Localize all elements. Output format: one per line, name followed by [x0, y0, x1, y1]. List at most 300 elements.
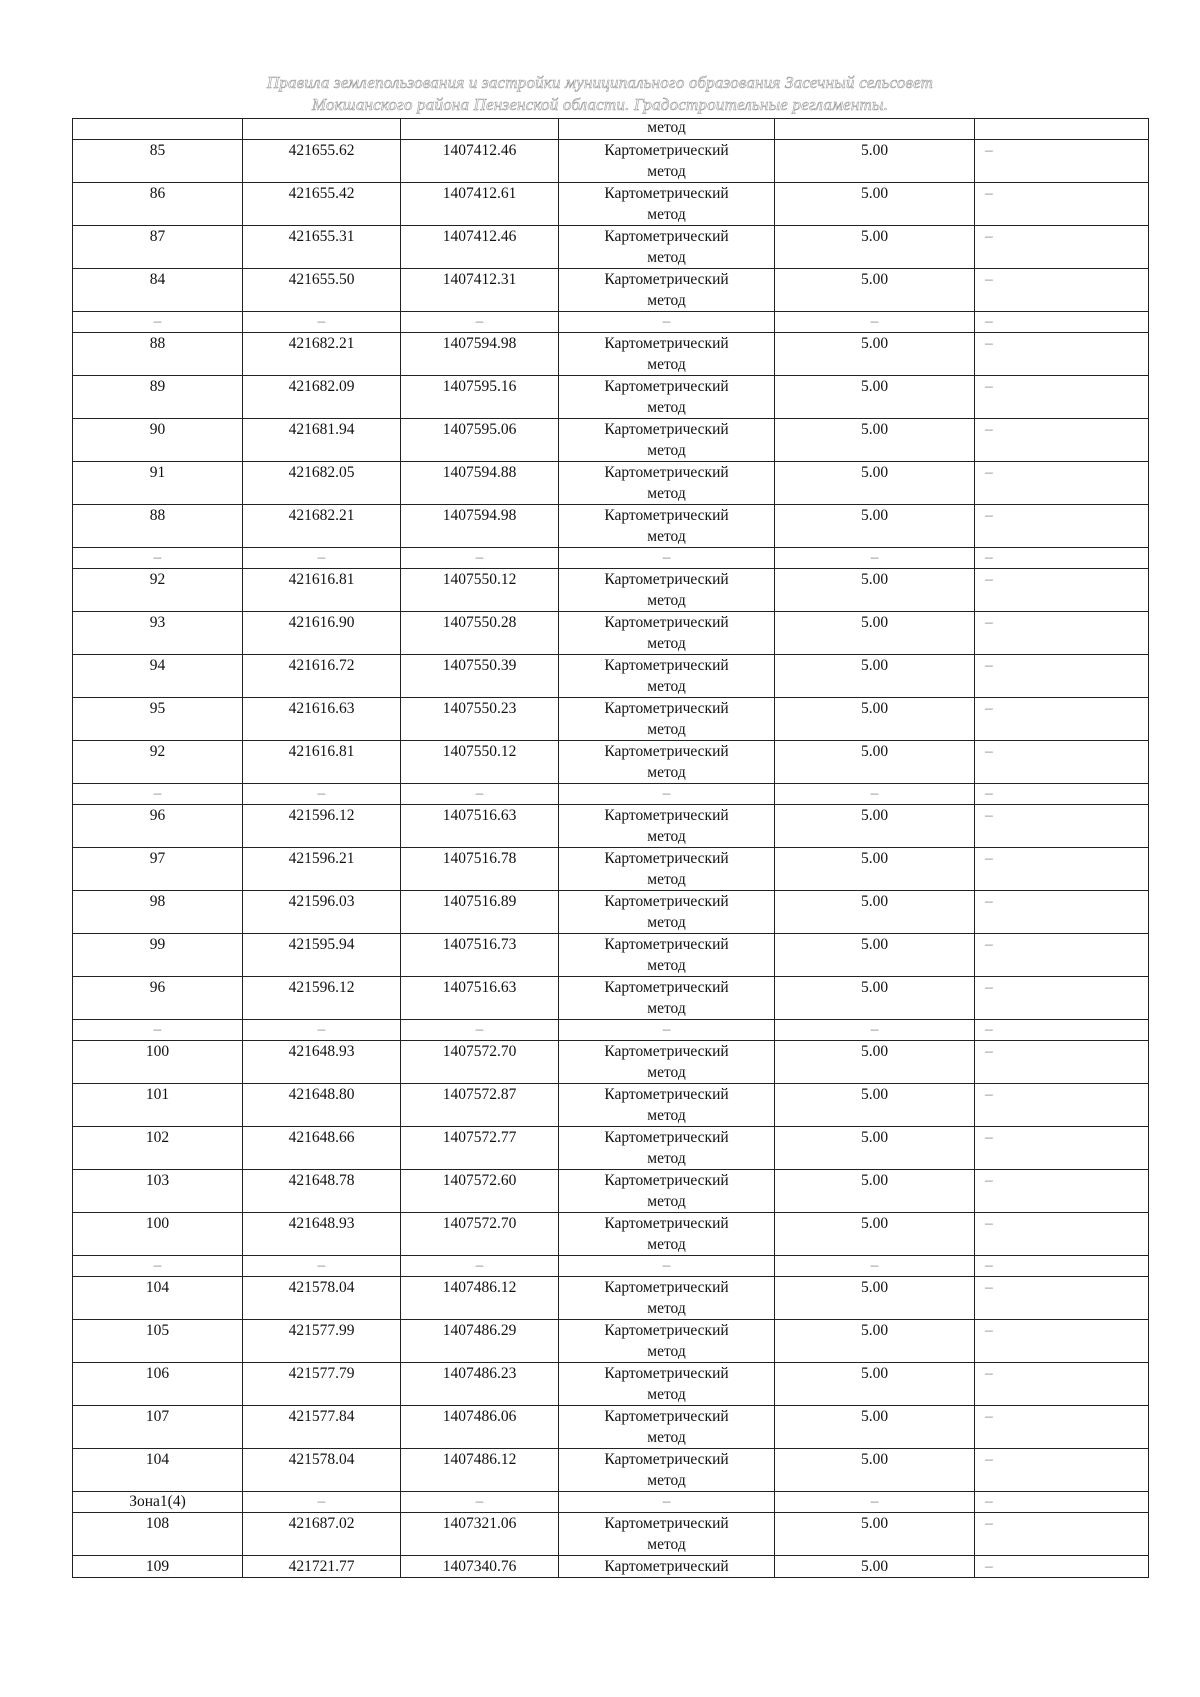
method-cell [559, 612, 775, 655]
coordinates-table-body [73, 119, 1149, 1578]
precision-cell: 5.00 [775, 934, 975, 977]
point-number-cell: 90 [73, 419, 243, 462]
x-coordinate-cell: 421648.66 [243, 1127, 401, 1170]
separator-row [73, 548, 1149, 569]
method-cell [559, 462, 775, 505]
table-row [73, 934, 1149, 977]
method-line-1: Картометрический [604, 1408, 729, 1425]
method-line-2: метод [647, 485, 686, 502]
x-coordinate-cell: 421616.63 [243, 698, 401, 741]
method-line-2: метод [647, 399, 686, 416]
method-cell: метод [559, 119, 775, 140]
x-coordinate-cell: 421648.93 [243, 1041, 401, 1084]
y-coordinate-cell: 1407340.76 [401, 1556, 559, 1578]
precision-cell: 5.00 [775, 741, 975, 784]
y-coordinate-cell: 1407595.06 [401, 419, 559, 462]
y-coordinate-cell: 1407594.98 [401, 505, 559, 548]
method-line-2: метод [647, 1107, 686, 1124]
method-line-2: метод [647, 914, 686, 931]
note-cell: – [975, 462, 1149, 505]
note-cell: – [975, 419, 1149, 462]
document-header [0, 72, 1200, 116]
method-line-2: метод [647, 1536, 686, 1553]
x-coordinate-cell: 421577.79 [243, 1363, 401, 1406]
point-number-cell: – [73, 312, 243, 333]
method-line-2: метод [647, 1064, 686, 1081]
method-line-1: Картометрический [604, 1558, 729, 1575]
table-row [73, 1041, 1149, 1084]
table-row [73, 226, 1149, 269]
table-row [73, 1556, 1149, 1578]
table-row [73, 1320, 1149, 1363]
method-cell [559, 269, 775, 312]
table-row [73, 1449, 1149, 1492]
method-cell: – [559, 548, 775, 569]
method-line-1: Картометрический [604, 979, 729, 996]
method-line-1: Картометрический [604, 1322, 729, 1339]
note-cell: – [975, 1277, 1149, 1320]
method-cell [559, 1041, 775, 1084]
precision-cell: 5.00 [775, 1170, 975, 1213]
x-coordinate-cell: 421577.99 [243, 1320, 401, 1363]
precision-cell: 5.00 [775, 1363, 975, 1406]
precision-cell: 5.00 [775, 1213, 975, 1256]
method-cell [559, 1363, 775, 1406]
note-cell: – [975, 655, 1149, 698]
note-cell: – [975, 934, 1149, 977]
note-cell: – [975, 1170, 1149, 1213]
method-line-1: Картометрический [604, 1129, 729, 1146]
precision-cell: – [775, 1256, 975, 1277]
precision-cell: – [775, 1020, 975, 1041]
point-number-cell: 107 [73, 1406, 243, 1449]
point-number-cell: 98 [73, 891, 243, 934]
y-coordinate-cell: 1407550.12 [401, 741, 559, 784]
separator-row [73, 784, 1149, 805]
y-coordinate-cell: 1407516.63 [401, 805, 559, 848]
table-row [73, 183, 1149, 226]
separator-row [73, 312, 1149, 333]
y-coordinate-cell: – [401, 1256, 559, 1277]
note-cell: – [975, 1213, 1149, 1256]
method-line-1: Картометрический [604, 1172, 729, 1189]
point-number-cell: 94 [73, 655, 243, 698]
precision-cell: 5.00 [775, 376, 975, 419]
method-line-1: Картометрический [604, 1215, 729, 1232]
method-line-1: Картометрический [604, 1515, 729, 1532]
coordinates-table [72, 118, 1149, 1578]
x-coordinate-cell: 421596.12 [243, 977, 401, 1020]
table-row [73, 612, 1149, 655]
method-line-2: метод [647, 764, 686, 781]
y-coordinate-cell: 1407550.28 [401, 612, 559, 655]
precision-cell: 5.00 [775, 226, 975, 269]
precision-cell: 5.00 [775, 977, 975, 1020]
y-coordinate-cell: 1407486.23 [401, 1363, 559, 1406]
note-cell: – [975, 1084, 1149, 1127]
y-coordinate-cell: 1407516.78 [401, 848, 559, 891]
y-coordinate-cell: 1407412.46 [401, 140, 559, 183]
point-number-cell: 88 [73, 505, 243, 548]
precision-cell: 5.00 [775, 612, 975, 655]
y-coordinate-cell: 1407572.70 [401, 1213, 559, 1256]
precision-cell: 5.00 [775, 698, 975, 741]
x-coordinate-cell: 421682.21 [243, 505, 401, 548]
x-coordinate-cell: 421578.04 [243, 1277, 401, 1320]
note-cell: – [975, 1449, 1149, 1492]
method-cell [559, 655, 775, 698]
table-row [73, 140, 1149, 183]
point-number-cell: – [73, 784, 243, 805]
point-number-cell: 106 [73, 1363, 243, 1406]
point-number-cell: – [73, 1020, 243, 1041]
note-cell: – [975, 805, 1149, 848]
precision-cell: – [775, 784, 975, 805]
precision-cell: 5.00 [775, 1127, 975, 1170]
method-cell [559, 333, 775, 376]
precision-cell: 5.00 [775, 891, 975, 934]
note-cell: – [975, 333, 1149, 376]
method-cell [559, 1556, 775, 1578]
x-coordinate-cell: 421578.04 [243, 1449, 401, 1492]
method-cell [559, 376, 775, 419]
x-coordinate-cell: 421616.81 [243, 569, 401, 612]
method-line-1: Картометрический [604, 614, 729, 631]
method-line-2: метод [647, 828, 686, 845]
precision-cell: 5.00 [775, 569, 975, 612]
x-coordinate-cell: 421616.72 [243, 655, 401, 698]
note-cell: – [975, 226, 1149, 269]
point-number-cell: 97 [73, 848, 243, 891]
method-line-1: Картометрический [604, 571, 729, 588]
method-line-1: Картометрический [604, 1279, 729, 1296]
y-coordinate-cell: 1407486.12 [401, 1277, 559, 1320]
point-number-cell: 99 [73, 934, 243, 977]
method-line-2: метод [647, 249, 686, 266]
y-coordinate-cell: 1407516.73 [401, 934, 559, 977]
x-coordinate-cell: 421596.12 [243, 805, 401, 848]
note-cell: – [975, 140, 1149, 183]
method-line-2: метод [647, 1193, 686, 1210]
x-coordinate-cell: – [243, 784, 401, 805]
y-coordinate-cell: 1407550.12 [401, 569, 559, 612]
precision-cell: 5.00 [775, 1084, 975, 1127]
y-coordinate-cell: 1407595.16 [401, 376, 559, 419]
table-row [73, 805, 1149, 848]
table-row [73, 376, 1149, 419]
point-number-cell: 85 [73, 140, 243, 183]
x-coordinate-cell: – [243, 1020, 401, 1041]
y-coordinate-cell: 1407594.98 [401, 333, 559, 376]
method-line-2: метод [647, 356, 686, 373]
note-cell: – [975, 376, 1149, 419]
method-line-2: метод [647, 528, 686, 545]
x-coordinate-cell: 421616.90 [243, 612, 401, 655]
y-coordinate-cell: 1407486.12 [401, 1449, 559, 1492]
separator-row [73, 1020, 1149, 1041]
method-cell [559, 1513, 775, 1556]
method-line-2: метод [647, 1429, 686, 1446]
precision-cell: 5.00 [775, 1277, 975, 1320]
table-row [73, 505, 1149, 548]
method-cell [559, 419, 775, 462]
method-cell [559, 1084, 775, 1127]
table-row [73, 698, 1149, 741]
x-coordinate-cell: 421595.94 [243, 934, 401, 977]
note-cell: – [975, 741, 1149, 784]
table-row [73, 1277, 1149, 1320]
method-line-1: Картометрический [604, 936, 729, 953]
y-coordinate-cell: 1407412.31 [401, 269, 559, 312]
table-row [73, 1127, 1149, 1170]
method-cell [559, 226, 775, 269]
point-number-cell: 88 [73, 333, 243, 376]
method-line-1: Картометрический [604, 743, 729, 760]
method-line-1: Картометрический [604, 507, 729, 524]
y-coordinate-cell: 1407516.89 [401, 891, 559, 934]
precision-cell: 5.00 [775, 419, 975, 462]
x-coordinate-cell: 421577.84 [243, 1406, 401, 1449]
method-line-1: Картометрический [604, 378, 729, 395]
table-row [73, 1084, 1149, 1127]
x-coordinate-cell: 421596.21 [243, 848, 401, 891]
method-cell [559, 1277, 775, 1320]
point-number-cell: 87 [73, 226, 243, 269]
method-line-1: Картометрический [604, 1451, 729, 1468]
method-line-2: метод [647, 957, 686, 974]
header-line-1: Правила землепользования и застройки муниципального образования Засечный сельсовет [266, 73, 934, 92]
y-coordinate-cell: 1407412.46 [401, 226, 559, 269]
method-cell [559, 505, 775, 548]
precision-cell: 5.00 [775, 462, 975, 505]
note-cell: – [975, 183, 1149, 226]
precision-cell: 5.00 [775, 1406, 975, 1449]
table-row [73, 741, 1149, 784]
x-coordinate-cell: – [243, 312, 401, 333]
method-line-2: метод [647, 1343, 686, 1360]
method-line-2: метод [647, 1000, 686, 1017]
method-cell [559, 698, 775, 741]
note-cell: – [975, 698, 1149, 741]
precision-cell: 5.00 [775, 848, 975, 891]
x-coordinate-cell: 421648.80 [243, 1084, 401, 1127]
table-cell [243, 119, 401, 140]
y-coordinate-cell: 1407572.87 [401, 1084, 559, 1127]
method-cell [559, 848, 775, 891]
separator-row [73, 1256, 1149, 1277]
x-coordinate-cell: 421655.62 [243, 140, 401, 183]
header-line-2: Мокшанского района Пензенской области. Градостроительные регламенты. [311, 95, 889, 114]
table-row [73, 1513, 1149, 1556]
x-coordinate-cell: 421596.03 [243, 891, 401, 934]
method-cell [559, 1406, 775, 1449]
y-coordinate-cell: – [401, 784, 559, 805]
y-coordinate-cell: 1407572.77 [401, 1127, 559, 1170]
note-cell: – [975, 1492, 1149, 1513]
x-coordinate-cell: 421655.42 [243, 183, 401, 226]
table-cell [73, 119, 243, 140]
x-coordinate-cell: 421616.81 [243, 741, 401, 784]
method-cell [559, 1320, 775, 1363]
method-line-1: Картометрический [604, 228, 729, 245]
method-line-1: Картометрический [604, 700, 729, 717]
point-number-cell: 84 [73, 269, 243, 312]
note-cell: – [975, 269, 1149, 312]
method-line-1: Картометрический [604, 893, 729, 910]
table-row [73, 269, 1149, 312]
x-coordinate-cell: 421681.94 [243, 419, 401, 462]
method-cell [559, 1213, 775, 1256]
x-coordinate-cell: 421682.09 [243, 376, 401, 419]
y-coordinate-cell: – [401, 1020, 559, 1041]
table-row [73, 462, 1149, 505]
method-line-1: Картометрический [604, 185, 729, 202]
precision-cell: 5.00 [775, 140, 975, 183]
point-number-cell: 89 [73, 376, 243, 419]
note-cell: – [975, 1513, 1149, 1556]
note-cell: – [975, 569, 1149, 612]
y-coordinate-cell: 1407572.60 [401, 1170, 559, 1213]
method-line-2: метод [647, 1236, 686, 1253]
point-number-cell: 101 [73, 1084, 243, 1127]
note-cell: – [975, 1020, 1149, 1041]
method-line-2: метод [647, 292, 686, 309]
table-row [73, 1406, 1149, 1449]
precision-cell: – [775, 548, 975, 569]
method-cell [559, 805, 775, 848]
precision-cell: 5.00 [775, 183, 975, 226]
table-row [73, 1170, 1149, 1213]
table-cell [975, 119, 1149, 140]
precision-cell: 5.00 [775, 805, 975, 848]
table-row [73, 333, 1149, 376]
x-coordinate-cell: – [243, 1492, 401, 1513]
method-line-2: метод [647, 206, 686, 223]
note-cell: – [975, 505, 1149, 548]
table-row [73, 1363, 1149, 1406]
x-coordinate-cell: 421655.50 [243, 269, 401, 312]
note-cell: – [975, 1556, 1149, 1578]
method-cell: – [559, 1020, 775, 1041]
method-line-2: метод [647, 1300, 686, 1317]
point-number-cell: 108 [73, 1513, 243, 1556]
y-coordinate-cell: 1407486.06 [401, 1406, 559, 1449]
x-coordinate-cell: 421648.78 [243, 1170, 401, 1213]
y-coordinate-cell: – [401, 548, 559, 569]
point-number-cell: 95 [73, 698, 243, 741]
zone-label-cell: Зона1(4) [73, 1492, 243, 1513]
y-coordinate-cell: 1407486.29 [401, 1320, 559, 1363]
table-cell [401, 119, 559, 140]
continuation-row [73, 119, 1149, 140]
method-cell [559, 1170, 775, 1213]
note-cell: – [975, 784, 1149, 805]
note-cell: – [975, 891, 1149, 934]
y-coordinate-cell: 1407516.63 [401, 977, 559, 1020]
note-cell: – [975, 1256, 1149, 1277]
table-row [73, 1213, 1149, 1256]
point-number-cell: 105 [73, 1320, 243, 1363]
method-line-1: Картометрический [604, 1086, 729, 1103]
method-line-1: Картометрический [604, 271, 729, 288]
table-row [73, 848, 1149, 891]
x-coordinate-cell: 421682.05 [243, 462, 401, 505]
note-cell: – [975, 312, 1149, 333]
table-cell [775, 119, 975, 140]
method-cell [559, 891, 775, 934]
method-cell [559, 1449, 775, 1492]
x-coordinate-cell: 421655.31 [243, 226, 401, 269]
point-number-cell: 86 [73, 183, 243, 226]
precision-cell: 5.00 [775, 1556, 975, 1578]
method-cell: – [559, 312, 775, 333]
y-coordinate-cell: 1407572.70 [401, 1041, 559, 1084]
x-coordinate-cell: – [243, 1256, 401, 1277]
point-number-cell: 96 [73, 805, 243, 848]
method-cell: – [559, 1492, 775, 1513]
method-line-2: метод [647, 1472, 686, 1489]
note-cell: – [975, 612, 1149, 655]
y-coordinate-cell: 1407321.06 [401, 1513, 559, 1556]
method-line-1: Картометрический [604, 1365, 729, 1382]
point-number-cell: – [73, 1256, 243, 1277]
method-line-1: Картометрический [604, 807, 729, 824]
method-line-1: Картометрический [604, 850, 729, 867]
method-line-2: метод [647, 635, 686, 652]
x-coordinate-cell: 421648.93 [243, 1213, 401, 1256]
precision-cell: – [775, 1492, 975, 1513]
precision-cell: 5.00 [775, 1513, 975, 1556]
precision-cell: 5.00 [775, 1449, 975, 1492]
point-number-cell: 104 [73, 1449, 243, 1492]
method-line-2: метод [647, 721, 686, 738]
method-line-1: Картометрический [604, 335, 729, 352]
point-number-cell: 96 [73, 977, 243, 1020]
note-cell: – [975, 1320, 1149, 1363]
method-line-2: метод [647, 871, 686, 888]
y-coordinate-cell: 1407550.23 [401, 698, 559, 741]
method-line-1: Картометрический [604, 421, 729, 438]
note-cell: – [975, 1127, 1149, 1170]
method-line-1: Картометрический [604, 142, 729, 159]
zone-row [73, 1492, 1149, 1513]
table-row [73, 569, 1149, 612]
method-line-1: Картометрический [604, 464, 729, 481]
x-coordinate-cell: 421721.77 [243, 1556, 401, 1578]
point-number-cell: 103 [73, 1170, 243, 1213]
method-line-2: метод [647, 592, 686, 609]
method-line-2: метод [647, 1386, 686, 1403]
x-coordinate-cell: – [243, 548, 401, 569]
precision-cell: 5.00 [775, 333, 975, 376]
method-line-2: метод [647, 163, 686, 180]
y-coordinate-cell: – [401, 312, 559, 333]
precision-cell: 5.00 [775, 655, 975, 698]
precision-cell: 5.00 [775, 505, 975, 548]
table-row [73, 655, 1149, 698]
method-cell [559, 569, 775, 612]
method-cell: – [559, 1256, 775, 1277]
method-cell: – [559, 784, 775, 805]
point-number-cell: 100 [73, 1041, 243, 1084]
table-row [73, 419, 1149, 462]
x-coordinate-cell: 421687.02 [243, 1513, 401, 1556]
point-number-cell: 102 [73, 1127, 243, 1170]
point-number-cell: 104 [73, 1277, 243, 1320]
y-coordinate-cell: – [401, 1492, 559, 1513]
method-cell [559, 977, 775, 1020]
method-line-1: Картометрический [604, 657, 729, 674]
